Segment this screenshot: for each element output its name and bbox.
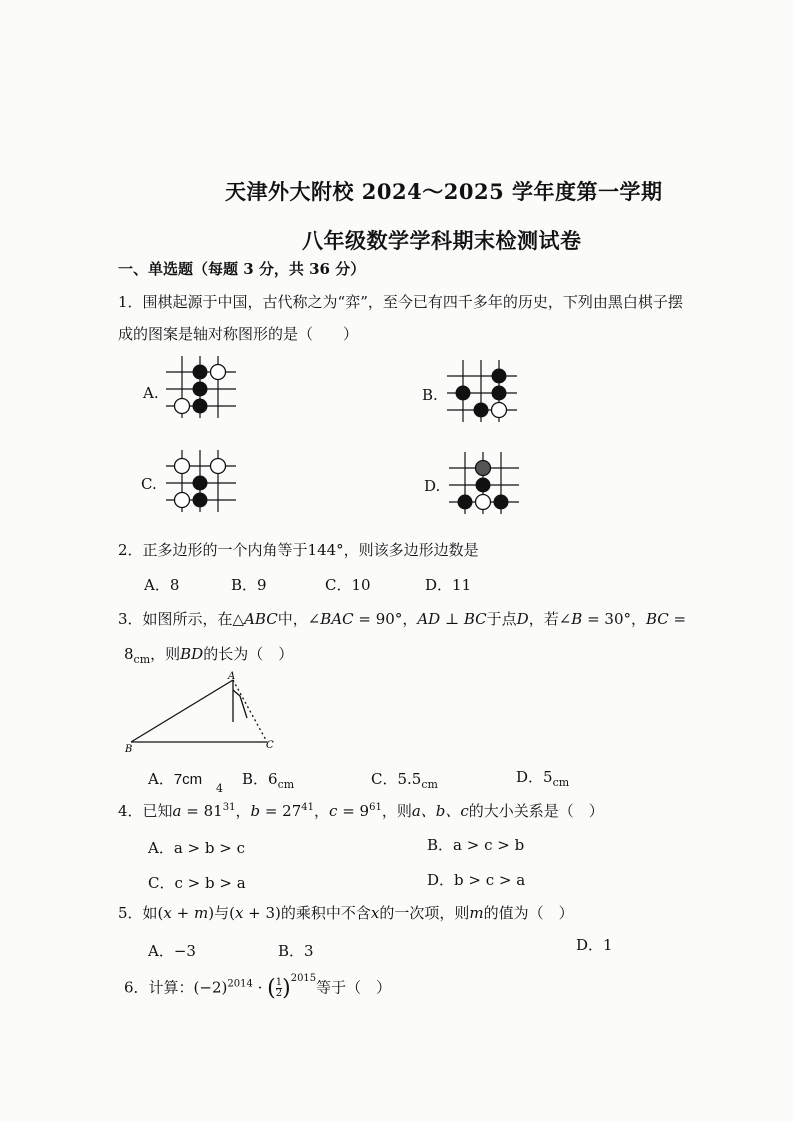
q5-var-x3: x	[370, 904, 380, 922]
q3-option-d-unit: cm	[552, 776, 570, 789]
q3-triangle-figure	[125, 670, 285, 755]
section-heading: 一、单选题（每题 3 分，共 36 分）	[118, 260, 366, 278]
q4-var-list: a、b、c	[411, 802, 469, 820]
q3-stray-mark: 4	[216, 782, 223, 795]
q6-dot: ·	[252, 978, 268, 997]
q6-left-paren: (	[267, 976, 276, 1001]
q3-text-h: ，则	[150, 645, 181, 663]
q3-fig-label-c: C	[266, 740, 274, 751]
q3-var-bac: BAC	[320, 610, 354, 628]
q3-option-c-value: 5.5	[397, 770, 422, 788]
q4-mid: ，则	[381, 802, 412, 820]
q5-plus1: +	[171, 904, 194, 922]
q4-post: 的大小关系是（ ）	[468, 802, 604, 820]
q3-option-c-unit: cm	[421, 778, 438, 791]
q5-option-a: A．−3	[148, 942, 196, 960]
q6-right-paren: )	[282, 976, 291, 1001]
q3-option-d-label: D．	[516, 768, 544, 786]
q6-post: 等于（ ）	[316, 978, 392, 997]
q6-pre: 6．计算：(−2)	[124, 978, 228, 997]
q3-fig-label-a: A	[228, 671, 236, 682]
q6-denominator: 2	[275, 988, 283, 999]
q3-option-b	[242, 768, 294, 791]
q5-var-m1: m	[193, 904, 209, 922]
q2-option-a: A．8	[144, 576, 180, 594]
q1-option-c-label: C.	[141, 475, 157, 493]
q4-eq2: = 27	[260, 802, 302, 820]
q5-var-m2: m	[469, 904, 484, 922]
q3-len: 8	[124, 645, 134, 663]
q3-option-c-label: C．	[371, 770, 398, 788]
q5-var-x1: x	[163, 904, 172, 922]
exam-title-line1: 天津外大附校 2024～2025 学年度第一学期	[225, 179, 663, 204]
q3-text-i: 的长为（ ）	[203, 645, 294, 663]
q3-option-d	[516, 766, 569, 789]
q2-option-d: D．11	[425, 576, 472, 594]
q5-option-d: D．1	[576, 936, 613, 954]
q4-comma1: ，	[235, 802, 251, 820]
q1-line2: 成的图案是轴对称图形的是（ ）	[118, 325, 359, 343]
q4-eq3: = 9	[337, 802, 370, 820]
q3-option-b-unit: cm	[277, 778, 295, 791]
q3-option-c	[371, 768, 438, 791]
q6-exp2: 2015	[290, 972, 317, 984]
q3-var-bc: BC	[463, 610, 487, 628]
q4-var-b: b	[250, 802, 261, 820]
exam-title-line2: 八年级数学学科期末检测试卷	[302, 228, 582, 253]
q4-exp3: 61	[369, 802, 382, 813]
q3-line1	[118, 608, 686, 629]
q4-exp1: 31	[222, 802, 236, 813]
q3-text-d: 于点	[486, 610, 517, 628]
q1-option-a-board	[164, 356, 238, 418]
q3-text-c: = 90°，	[353, 610, 418, 628]
q5-post: 的值为（ ）	[483, 904, 574, 922]
q1-option-d-label: D.	[424, 477, 441, 495]
q6-text	[124, 972, 392, 1001]
q4-option-c: C．c > b > a	[148, 874, 246, 892]
q3-len-unit: cm	[133, 653, 151, 666]
q4-var-c: c	[329, 802, 338, 820]
q5-option-b: B．3	[278, 942, 314, 960]
q4-option-d: D．b > c > a	[427, 871, 526, 889]
q3-line2	[124, 643, 293, 666]
q3-option-a-value: 7cm	[173, 771, 203, 788]
q1-line1: 1．围棋起源于中国，古代称之为“弈”，至今已有四千多年的历史，下列由黑白棋子摆	[118, 293, 683, 311]
q3-var-bc2: BC	[646, 610, 669, 628]
q5-mid2: 的一次项，则	[379, 904, 470, 922]
q2-option-b: B．9	[231, 576, 267, 594]
q4-exp2: 41	[301, 802, 314, 813]
q1-option-a-label: A.	[143, 384, 159, 402]
q5-text	[118, 902, 574, 923]
q2-text: 2．正多边形的一个内角等于144°，则该多边形边数是	[118, 541, 479, 559]
q2-option-c: C．10	[325, 576, 371, 594]
q6-exp1: 2014	[227, 978, 253, 990]
q3-fig-label-b: B	[125, 744, 133, 755]
q3-option-b-label: B．	[242, 770, 269, 788]
q5-var-x2: x	[234, 904, 244, 922]
q1-option-b-label: B.	[422, 386, 438, 404]
q3-var-b: B	[571, 610, 583, 628]
q4-option-b: B．a > c > b	[427, 836, 525, 854]
q4-eq1: = 81	[181, 802, 223, 820]
q4-pre: 4．已知	[118, 802, 173, 820]
q1-option-c-board	[164, 450, 238, 512]
q3-option-b-value: 6	[268, 770, 278, 788]
q4-text	[118, 800, 604, 821]
q3-var-bd: BD	[180, 645, 204, 663]
q4-var-a: a	[172, 802, 182, 820]
q1-option-d-board	[447, 452, 521, 514]
q3-text-g: =	[668, 610, 687, 628]
q1-option-b-board	[445, 360, 519, 422]
q3-text-e: ，若∠	[528, 610, 572, 628]
q5-mid1: )与(	[208, 904, 235, 922]
q3-option-a	[148, 768, 202, 789]
q3-var-ad: AD	[417, 610, 441, 628]
q3-text-a: 3．如图所示，在△	[118, 610, 245, 628]
q3-option-a-label: A．	[148, 770, 174, 788]
q3-text-b: 中，∠	[277, 610, 321, 628]
q3-var-d: D	[516, 610, 529, 628]
q3-option-d-value: 5	[543, 768, 553, 786]
q5-plus2: + 3)的乘积中不含	[243, 904, 371, 922]
q5-pre: 5．如(	[118, 904, 164, 922]
q6-numerator: 1	[275, 977, 283, 988]
q4-option-a: A．a > b > c	[148, 839, 245, 857]
q4-comma2: ，	[314, 802, 330, 820]
q3-perp: ⊥	[440, 610, 464, 628]
q3-var-abc: ABC	[244, 610, 278, 628]
q3-text-f: = 30°，	[582, 610, 646, 628]
